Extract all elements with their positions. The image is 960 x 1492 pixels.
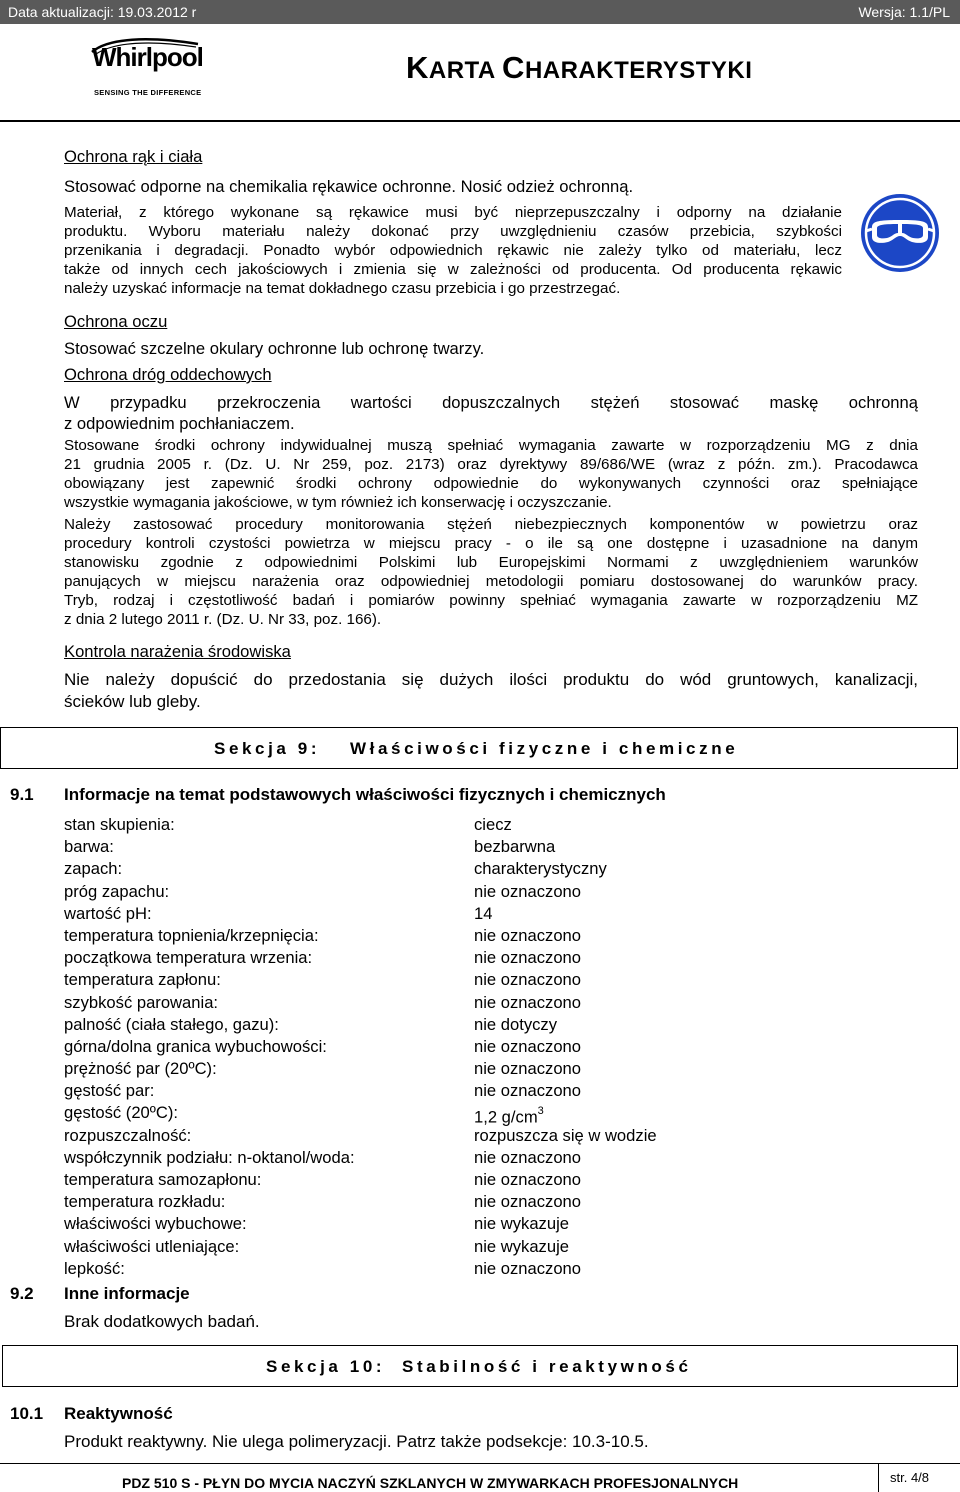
footer-product-name: PDZ 510 S - PŁYN DO MYCIA NACZYŃ SZKLANYCH W ZMYWARKACH PROFESJONALNYCH	[122, 1475, 739, 1491]
subsection-9-2-text: Brak dodatkowych badań.	[64, 1312, 260, 1331]
subsection-10-1-title: Reaktywność	[64, 1404, 173, 1423]
property-row: zapach: charakterystyczny	[64, 859, 607, 879]
subsection-10-1-text: Produkt reaktywny. Nie ulega polimeryzacji. Patrz także podsekcje: 10.3-10.5.	[64, 1432, 649, 1451]
logo-wordmark: Whirlpool	[92, 42, 203, 72]
resp-paragraph-3: Należy zastosować procedury monitorowania stężeń niebezpiecznych komponentów w powietrzu oraz procedury kontroli czystości powietrza w miejscu pracy - o ile są one dostępne i uzasadnione na danym stanowisku zgodnie z odpowiednimi Polskimi lub Europejskimi Normami z uwzględnieniem warunków panujących w miejscu narażenia oraz odpowiedniej metodologii pomiaru dostosowanej do warunków pracy. Tryb, rodzaj i częstotliwość badań i pomiarów powinny spełniać wymagania zawarte w rozporządzeniu MZ z dnia 2 lutego 2011 r. (Dz. U. Nr 33, poz. 166).	[64, 516, 918, 628]
section-10-label: Sekcja 10:	[266, 1357, 386, 1376]
eyes-text: Stosować szczelne okulary ochronne lub ochronę twarzy.	[64, 339, 485, 358]
property-row: temperatura topnienia/krzepnięcia: nie oznaczono	[64, 925, 582, 945]
subsection-9-1-number: 9.1	[10, 785, 34, 804]
hands-paragraph: Materiał, z którego wykonane są rękawice musi być nieprzepuszczalny i odporny na działanie produktu. Wyboru materiału należy dokonać przy uwzględnieniu czasów przebicia, szybkości przenikania i degradacji. Ponadto wybór odpowiednich rękawic nie zależy tylko od materiału, lecz także od innych cech jakościowych i zmienia się w zależności od producenta. Od producenta rękawic należy uzyskać informacje na temat dokładnego czasu przebicia i go przestrzegać.	[64, 204, 842, 297]
update-date: Data aktualizacji: 19.03.2012 r	[8, 4, 197, 20]
eyes-heading: Ochrona oczu	[64, 312, 168, 331]
property-row: szybkość parowania: nie oznaczono	[64, 992, 582, 1012]
property-row: temperatura samozapłonu: nie oznaczono	[64, 1170, 582, 1189]
property-row: temperatura rozkładu: nie oznaczono	[64, 1192, 582, 1212]
property-row: wartość pH: 14	[64, 903, 493, 923]
subsection-9-2-number: 9.2	[10, 1284, 34, 1303]
resp-heading: Ochrona dróg oddechowych	[64, 365, 272, 384]
property-row: właściwości wybuchowe: nie wykazuje	[64, 1214, 570, 1234]
subsection-10-1-number: 10.1	[10, 1404, 44, 1423]
property-row: temperatura zapłonu: nie oznaczono	[64, 970, 582, 990]
property-row: współczynnik podziału: n-oktanol/woda: nie oznaczono	[64, 1147, 582, 1167]
header-divider	[0, 120, 960, 122]
version: Wersja: 1.1/PL	[858, 4, 950, 20]
env-heading: Kontrola narażenia środowiska	[64, 642, 291, 661]
env-paragraph: Nie należy dopuścić do przedostania się dużych ilości produktu do wód gruntowych, kanalizacji, ścieków lub gleby.	[64, 670, 918, 711]
hands-line: Stosować odporne na chemikalia rękawice ochronne. Nosić odzież ochronną.	[64, 177, 634, 196]
property-row: początkowa temperatura wrzenia: nie oznaczono	[64, 948, 582, 968]
resp-paragraph-2: Stosowane środki ochrony indywidualnej muszą spełniać wymagania zawarte w rozporządzeniu MG z dnia 21 grudnia 2005 r. (Dz. U. Nr 259, poz. 2173) oraz dyrektywy 89/686/WE (wraz z późn. zm.). Pracodawca obowiązany jest zapewnić środki ochrony odpowiednie do wykonywanych czynności oraz spełniające wszystkie wymagania jakościowe, w tym również ich konserwację i oczyszczanie.	[64, 437, 918, 511]
eye-protection-goggles-icon	[860, 193, 940, 273]
footer-divider	[0, 1463, 960, 1464]
whirlpool-logo	[88, 36, 208, 98]
property-row: gęstość (20ºC): 1,2 $g/cm^3$	[64, 1103, 544, 1127]
property-row: prężność par (20ºC): nie oznaczono	[64, 1059, 582, 1079]
property-row: próg zapachu: nie oznaczono	[64, 881, 582, 901]
document-title: KARTA CHARAKTERYSTYKI	[406, 50, 753, 85]
subsection-9-1-title: Informacje na temat podstawowych właściwości fizycznych i chemicznych	[64, 785, 666, 804]
section-9-label: Sekcja 9:	[214, 739, 321, 758]
property-row: stan skupienia: ciecz	[64, 815, 512, 834]
logo-tagline: SENSING THE DIFFERENCE	[94, 88, 202, 97]
property-row: rozpuszczalność: rozpuszcza się w wodzie	[64, 1125, 657, 1145]
property-row: gęstość par: nie oznaczono	[64, 1081, 582, 1101]
section-10-title: Stabilność i reaktywność	[402, 1357, 692, 1376]
hands-heading: Ochrona rąk i ciała	[64, 147, 203, 166]
properties-table	[64, 814, 704, 1280]
property-row: palność (ciała stałego, gazu): nie dotyczy	[64, 1014, 558, 1034]
header-bar	[0, 0, 960, 24]
property-row: właściwości utleniające: nie wykazuje	[64, 1236, 570, 1256]
page-number: str. 4/8	[890, 1470, 930, 1485]
property-row: lepkość: nie oznaczono	[64, 1258, 582, 1278]
subsection-9-2-title: Inne informacje	[64, 1284, 190, 1303]
section-9-title: Właściwości fizyczne i chemiczne	[350, 739, 739, 758]
property-row: barwa: bezbarwna	[64, 837, 556, 857]
resp-paragraph-1: W przypadku przekroczenia wartości dopuszczalnych stężeń stosować maskę ochronną z odpowiednim pochłaniaczem.	[64, 393, 918, 433]
property-row: górna/dolna granica wybuchowości: nie oznaczono	[64, 1036, 582, 1056]
